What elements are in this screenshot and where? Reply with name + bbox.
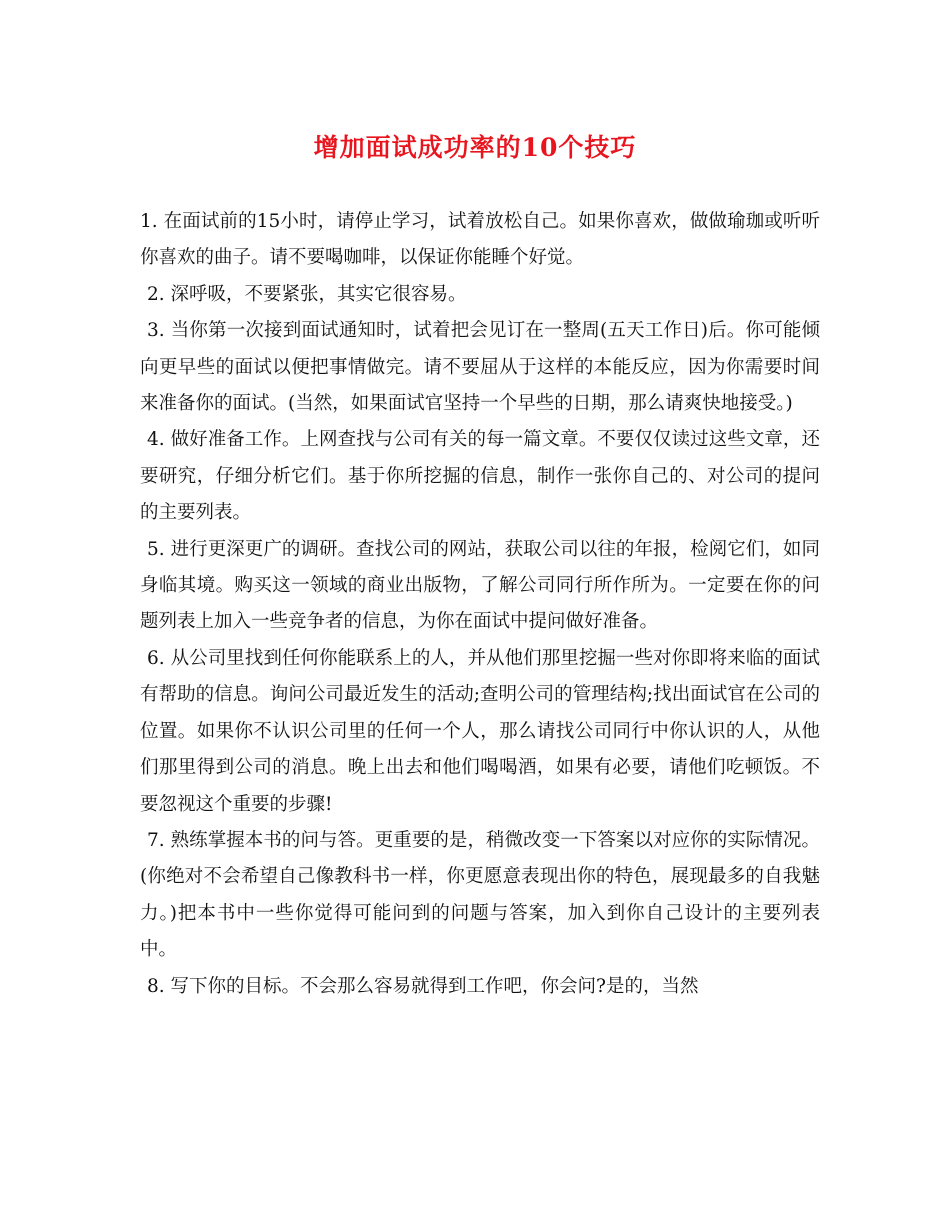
paragraph-4: 4. 做好准备工作。上网查找与公司有关的每一篇文章。不要仅仅读过这些文章，还要研究，仔细分析它们。基于你所挖掘的信息，制作一张你自己的、对公司的提问的主要列表。: [140, 429, 820, 524]
paragraph-7: 7. 熟练掌握本书的问与答。更重要的是，稍微改变一下答案以对应你的实际情况。(你绝对不会希望自己像教科书一样，你更愿意表现出你的特色，展现最多的自我魅力。)把本书中一些你觉得可能问到的问题与答案，加入到你自己设计的主要列表中。: [140, 829, 820, 961]
paragraph-3: 3. 当你第一次接到面试通知时，试着把会见订在一整周(五天工作日)后。你可能倾向更早些的面试以便把事情做完。请不要屈从于这样的本能反应，因为你需要时间来准备你的面试。(当然，如果面试官坚持一个早些的日期，那么请爽快地接受。): [140, 320, 820, 415]
document-body: [140, 204, 820, 1005]
document-title: 增加面试成功率的10个技巧: [313, 133, 637, 162]
paragraph-5: 5. 进行更深更广的调研。查找公司的网站，获取公司以往的年报，检阅它们，如同身临其境。购买这一领域的商业出版物，了解公司同行所作所为。一定要在你的问题列表上加入一些竞争者的信息，为你在面试中提问做好准备。: [140, 538, 820, 633]
paragraph-8: 8. 写下你的目标。不会那么容易就得到工作吧，你会问?是的，当然: [147, 975, 699, 997]
paragraph-2: 2. 深呼吸，不要紧张，其实它很容易。: [147, 283, 467, 305]
paragraph-1: 1. 在面试前的15小时，请停止学习，试着放松自己。如果你喜欢，做做瑜珈或听听你喜欢的曲子。请不要喝咖啡，以保证你能睡个好觉。: [140, 211, 820, 269]
paragraph-6: 6. 从公司里找到任何你能联系上的人，并从他们那里挖掘一些对你即将来临的面试有帮助的信息。询问公司最近发生的活动;查明公司的管理结构;找出面试官在公司的位置。如果你不认识公司里的任何一个人，那么请找公司同行中你认识的人，从他们那里得到公司的消息。晚上出去和他们喝喝酒，如果有必要，请他们吃顿饭。不要忽视这个重要的步骤!: [140, 647, 820, 815]
